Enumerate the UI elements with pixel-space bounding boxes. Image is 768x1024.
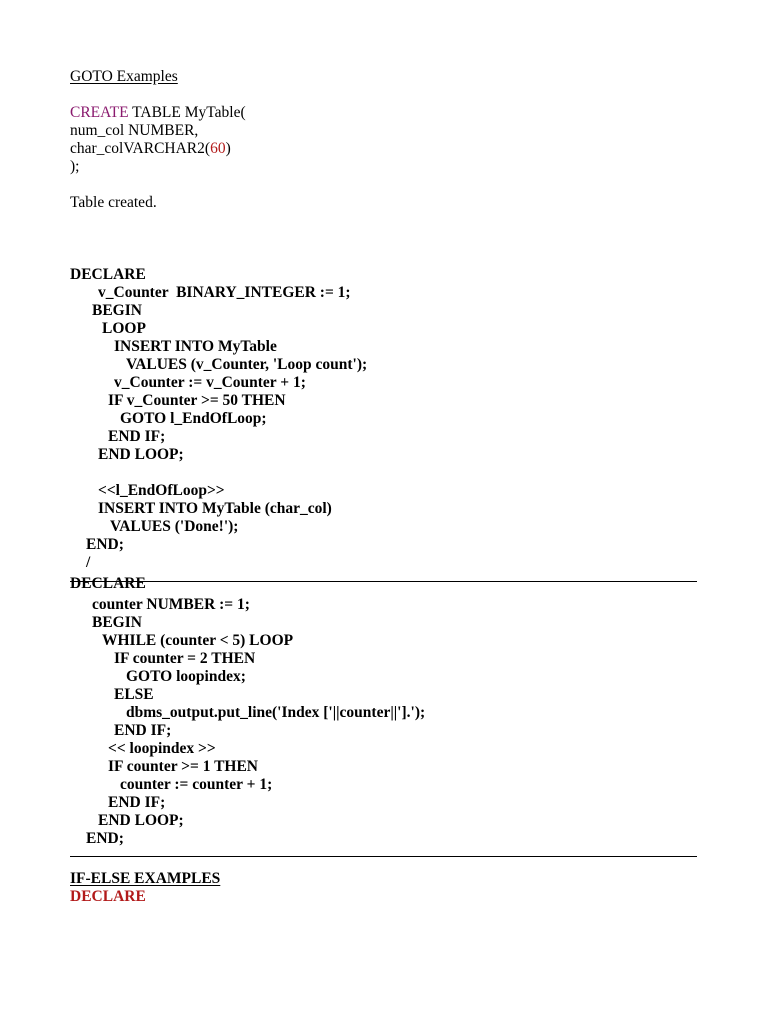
create-close-line: );: [70, 158, 80, 175]
code-line: INSERT INTO MyTable: [114, 338, 277, 355]
heading-ifelse-examples: IF-ELSE EXAMPLES: [70, 870, 221, 887]
code-line: END IF;: [114, 722, 172, 739]
code-line: LOOP: [102, 320, 146, 337]
code-line: END;: [86, 536, 124, 553]
code-line: GOTO loopindex;: [126, 668, 246, 685]
code-line: BEGIN: [92, 302, 142, 319]
create-table-line: [70, 104, 246, 122]
code-line: END;: [86, 830, 124, 847]
divider-rule: [70, 856, 697, 857]
code-line: END LOOP;: [98, 446, 184, 463]
char-col-prefix: char_colVARCHAR2(: [70, 140, 211, 157]
code-line: IF counter >= 1 THEN: [108, 758, 258, 775]
create-keyword: CREATE: [70, 104, 129, 121]
code-line: dbms_output.put_line('Index ['||counter||'].');: [126, 704, 426, 721]
code-line: counter := counter + 1;: [120, 776, 273, 793]
char-col-suffix: ): [225, 140, 231, 157]
code-line: END LOOP;: [98, 812, 184, 829]
code-line: IF counter = 2 THEN: [114, 650, 256, 667]
code-line: VALUES (v_Counter, 'Loop count');: [126, 356, 368, 373]
code-line: GOTO l_EndOfLoop;: [120, 410, 267, 427]
code-line: DECLARE: [70, 575, 146, 592]
code-line: BEGIN: [92, 614, 142, 631]
ifelse-declare-keyword: DECLARE: [70, 888, 146, 905]
char-col-line: [70, 140, 231, 158]
code-line: INSERT INTO MyTable (char_col): [98, 500, 332, 517]
code-line: END IF;: [108, 428, 166, 445]
num-col-line: num_col NUMBER,: [70, 122, 199, 139]
code-line: <<l_EndOfLoop>>: [98, 482, 225, 499]
divider-rule: [70, 581, 697, 582]
code-line: v_Counter BINARY_INTEGER := 1;: [98, 284, 351, 301]
code-line: DECLARE: [70, 266, 146, 283]
code-line: << loopindex >>: [108, 740, 216, 757]
code-line: /: [86, 554, 91, 571]
table-created-message: Table created.: [70, 194, 157, 211]
code-line: END IF;: [108, 794, 166, 811]
code-line: WHILE (counter < 5) LOOP: [102, 632, 294, 649]
code-line: VALUES ('Done!');: [110, 518, 239, 535]
code-line: ELSE: [114, 686, 154, 703]
heading-goto-examples: GOTO Examples: [70, 68, 178, 85]
char-col-length: 60: [210, 140, 226, 157]
table-declaration: TABLE MyTable(: [128, 104, 246, 121]
code-line: v_Counter := v_Counter + 1;: [114, 374, 306, 391]
code-line: counter NUMBER := 1;: [92, 596, 250, 613]
code-line: IF v_Counter >= 50 THEN: [108, 392, 286, 409]
